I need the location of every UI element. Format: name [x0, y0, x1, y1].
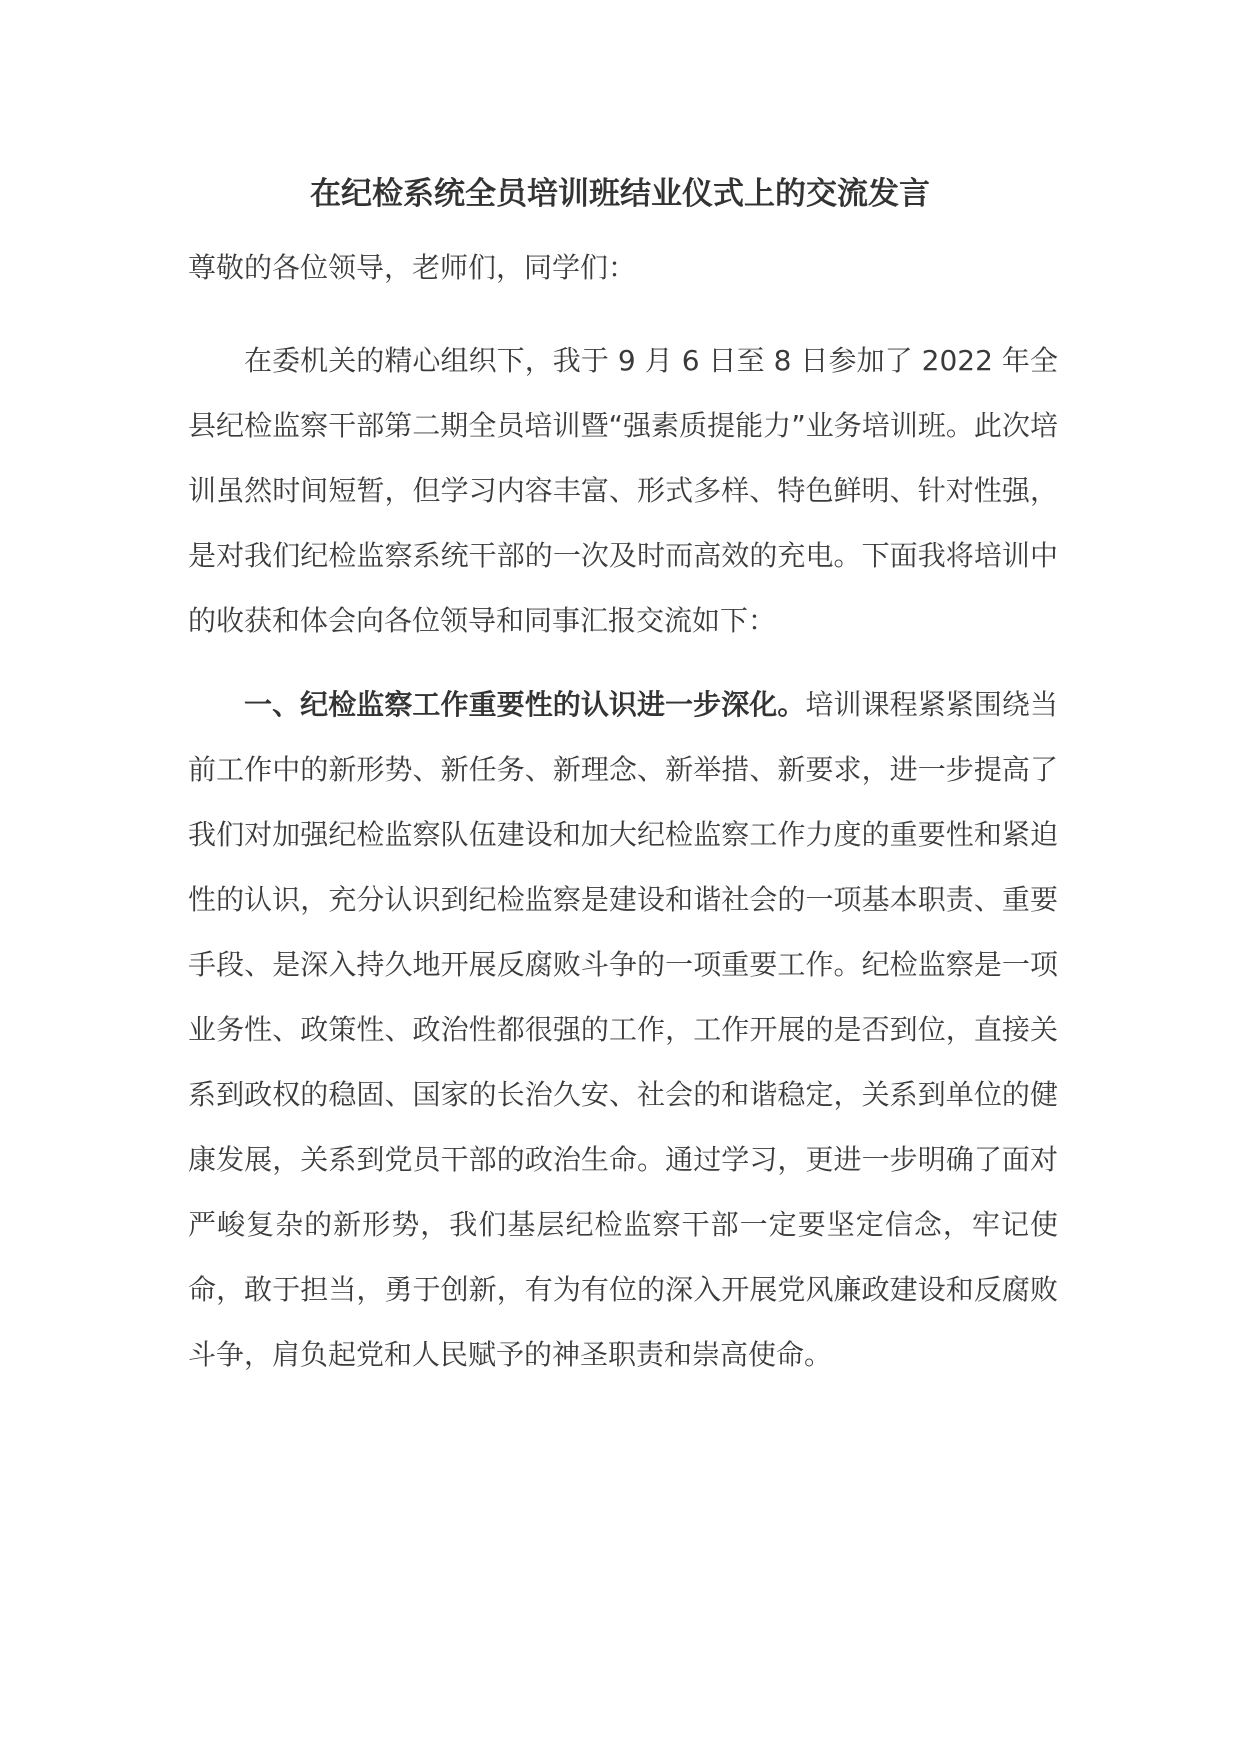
paragraph-section-1	[188, 672, 1058, 1387]
section-1-heading: 一、纪检监察工作重要性的认识进一步深化。	[244, 688, 806, 721]
section-1-text: 培训课程紧紧围绕当前工作中的新形势、新任务、新理念、新举措、新要求，进一步提高了我们对加强纪检监察队伍建设和加大纪检监察工作力度的重要性和紧迫性的认识，充分认识到纪检监察是建设和谐社会的一项基本职责、重要手段、是深入持久地开展反腐败斗争的一项重要工作。纪检监察是一项业务性、政策性、政治性都很强的工作，工作开展的是否到位，直接关系到政权的稳固、国家的长治久安、社会的和谐稳定，关系到单位的健康发展，关系到党员干部的政治生命。通过学习，更进一步明确了面对严峻复杂的新形势，我们基层纪检监察干部一定要坚定信念，牢记使命，敢于担当，勇于创新，有为有位的深入开展党风廉政建设和反腐败斗争，肩负起党和人民赋予的神圣职责和崇高使命。	[188, 688, 1058, 1371]
paragraph-intro: 在委机关的精心组织下，我于 9 月 6 日至 8 日参加了 2022 年全县纪检监察干部第二期全员培训暨“强素质提能力”业务培训班。此次培训虽然时间短暂，但学习内容丰富、形式多样、特色鲜明、针对性强，是对我们纪检监察系统干部的一次及时而高效的充电。下面我将培训中的收获和体会向各位领导和同事汇报交流如下：	[188, 344, 1058, 637]
salutation: 尊敬的各位领导，老师们，同学们：	[188, 251, 637, 284]
document-title: 在纪检系统全员培训班结业仪式上的交流发言	[310, 176, 930, 212]
